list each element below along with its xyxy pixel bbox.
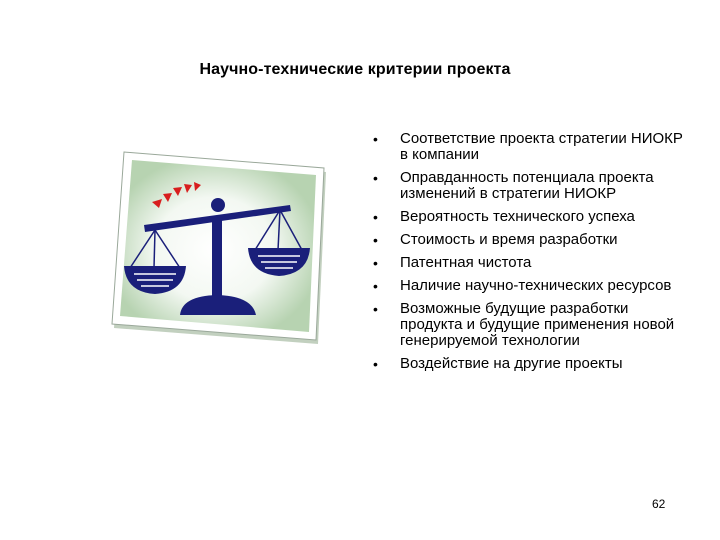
criteria-list	[370, 131, 690, 379]
bullet-icon: •	[373, 232, 378, 248]
list-item: • Воздействие на другие проекты	[373, 355, 623, 372]
page-number: 62	[652, 497, 666, 511]
bullet-icon: •	[373, 301, 378, 317]
list-item: • Стоимость и время разработки	[373, 231, 618, 248]
list-item: • Вероятность технического успеха	[373, 208, 635, 225]
bullet-icon: •	[373, 356, 378, 372]
bullet-icon: •	[373, 170, 378, 186]
list-item: • Наличие научно-технических ресурсов	[373, 277, 672, 294]
scales-of-justice-icon	[110, 150, 332, 348]
bullet-icon: •	[373, 255, 378, 271]
bullet-icon: •	[373, 209, 378, 225]
list-item: • Возможные будущие разработки продукта и будущие применения новой генерируемой технологии	[373, 300, 675, 349]
scale-pillar	[212, 216, 222, 302]
slide-title: Научно-технические критерии проекта	[199, 61, 511, 78]
scale-knob	[211, 198, 225, 212]
list-item: • Оправданность потенциала проекта изменений в стратегии НИОКР	[373, 169, 654, 202]
bullet-icon: •	[373, 278, 378, 294]
list-item: • Соответствие проекта стратегии НИОКР в компании	[373, 130, 683, 163]
list-item: • Патентная чистота	[373, 254, 532, 271]
bullet-icon: •	[373, 131, 378, 147]
